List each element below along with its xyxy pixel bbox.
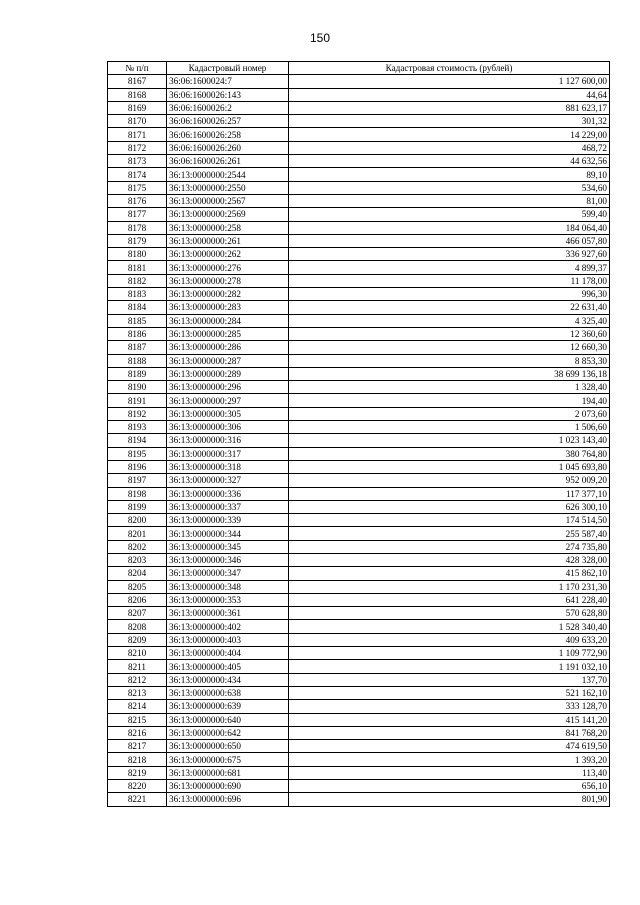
cadastral-value-cell: 656,10 [289, 780, 610, 793]
row-number-cell: 8213 [108, 686, 167, 699]
row-number-cell: 8181 [108, 261, 167, 274]
table-row [108, 128, 610, 141]
cadastral-number-cell: 36:13:0000000:2567 [167, 194, 289, 207]
table-row [108, 633, 610, 646]
header-cadastral-value: Кадастровая стоимость (рублей) [289, 62, 610, 75]
cadastral-value-cell: 599,40 [289, 208, 610, 221]
row-number-cell: 8199 [108, 500, 167, 513]
table-row [108, 553, 610, 566]
cadastral-number-cell: 36:13:0000000:261 [167, 234, 289, 247]
cadastral-value-cell: 1 191 032,10 [289, 660, 610, 673]
cadastral-number-cell: 36:13:0000000:2544 [167, 168, 289, 181]
row-number-cell: 8210 [108, 647, 167, 660]
row-number-cell: 8205 [108, 580, 167, 593]
cadastral-number-cell: 36:13:0000000:284 [167, 314, 289, 327]
row-number-cell: 8183 [108, 288, 167, 301]
row-number-cell: 8169 [108, 101, 167, 114]
table-row [108, 647, 610, 660]
row-number-cell: 8173 [108, 155, 167, 168]
cadastral-number-cell: 36:06:1600026:260 [167, 141, 289, 154]
row-number-cell: 8174 [108, 168, 167, 181]
cadastral-number-cell: 36:13:0000000:346 [167, 553, 289, 566]
table-body [108, 75, 610, 806]
row-number-cell: 8191 [108, 394, 167, 407]
cadastral-number-cell: 36:13:0000000:318 [167, 460, 289, 473]
table-row [108, 686, 610, 699]
cadastral-table [107, 61, 610, 807]
row-number-cell: 8180 [108, 248, 167, 261]
table-row [108, 713, 610, 726]
table-row [108, 115, 610, 128]
table-row [108, 208, 610, 221]
cadastral-number-cell: 36:13:0000000:681 [167, 766, 289, 779]
cadastral-number-cell: 36:13:0000000:696 [167, 793, 289, 806]
cadastral-number-cell: 36:06:1600026:261 [167, 155, 289, 168]
cadastral-number-cell: 36:13:0000000:337 [167, 500, 289, 513]
row-number-cell: 8211 [108, 660, 167, 673]
cadastral-number-cell: 36:13:0000000:690 [167, 780, 289, 793]
cadastral-number-cell: 36:13:0000000:638 [167, 686, 289, 699]
cadastral-number-cell: 36:13:0000000:305 [167, 407, 289, 420]
table-row [108, 141, 610, 154]
table-row [108, 766, 610, 779]
cadastral-number-cell: 36:06:1600026:143 [167, 88, 289, 101]
cadastral-value-cell: 415 862,10 [289, 567, 610, 580]
table-row [108, 700, 610, 713]
cadastral-number-cell: 36:13:0000000:675 [167, 753, 289, 766]
table-row [108, 168, 610, 181]
cadastral-number-cell: 36:13:0000000:286 [167, 341, 289, 354]
cadastral-value-cell: 380 764,80 [289, 447, 610, 460]
cadastral-number-cell: 36:06:1600026:258 [167, 128, 289, 141]
cadastral-value-cell: 4 899,37 [289, 261, 610, 274]
row-number-cell: 8212 [108, 673, 167, 686]
cadastral-value-cell: 184 064,40 [289, 221, 610, 234]
cadastral-number-cell: 36:13:0000000:403 [167, 633, 289, 646]
cadastral-number-cell: 36:13:0000000:347 [167, 567, 289, 580]
cadastral-value-cell: 952 009,20 [289, 474, 610, 487]
cadastral-value-cell: 1 170 231,30 [289, 580, 610, 593]
table-row [108, 155, 610, 168]
cadastral-number-cell: 36:13:0000000:639 [167, 700, 289, 713]
table-row [108, 301, 610, 314]
table-row [108, 234, 610, 247]
cadastral-number-cell: 36:06:1600026:257 [167, 115, 289, 128]
cadastral-value-cell: 801,90 [289, 793, 610, 806]
cadastral-number-cell: 36:13:0000000:287 [167, 354, 289, 367]
cadastral-number-cell: 36:13:0000000:2569 [167, 208, 289, 221]
table-row [108, 527, 610, 540]
row-number-cell: 8203 [108, 553, 167, 566]
cadastral-value-cell: 1 506,60 [289, 421, 610, 434]
cadastral-number-cell: 36:13:0000000:2550 [167, 181, 289, 194]
table-row [108, 673, 610, 686]
table-row [108, 181, 610, 194]
cadastral-value-cell: 12 660,30 [289, 341, 610, 354]
table-row [108, 314, 610, 327]
row-number-cell: 8177 [108, 208, 167, 221]
table-row [108, 101, 610, 114]
row-number-cell: 8217 [108, 740, 167, 753]
cadastral-value-cell: 44,64 [289, 88, 610, 101]
cadastral-number-cell: 36:13:0000000:650 [167, 740, 289, 753]
cadastral-value-cell: 466 057,80 [289, 234, 610, 247]
cadastral-number-cell: 36:13:0000000:361 [167, 607, 289, 620]
cadastral-value-cell: 428 328,00 [289, 553, 610, 566]
table-row [108, 487, 610, 500]
cadastral-number-cell: 36:13:0000000:353 [167, 593, 289, 606]
cadastral-value-cell: 14 229,00 [289, 128, 610, 141]
table-row [108, 434, 610, 447]
cadastral-number-cell: 36:13:0000000:404 [167, 647, 289, 660]
table-row [108, 407, 610, 420]
table-row [108, 274, 610, 287]
table-row [108, 580, 610, 593]
table-row [108, 474, 610, 487]
cadastral-value-cell: 38 699 136,18 [289, 367, 610, 380]
cadastral-number-cell: 36:13:0000000:282 [167, 288, 289, 301]
table-row [108, 593, 610, 606]
cadastral-number-cell: 36:06:1600026:2 [167, 101, 289, 114]
cadastral-value-cell: 4 325,40 [289, 314, 610, 327]
row-number-cell: 8192 [108, 407, 167, 420]
table-row [108, 726, 610, 739]
cadastral-value-cell: 174 514,50 [289, 514, 610, 527]
row-number-cell: 8198 [108, 487, 167, 500]
row-number-cell: 8178 [108, 221, 167, 234]
row-number-cell: 8219 [108, 766, 167, 779]
table-row [108, 793, 610, 806]
row-number-cell: 8171 [108, 128, 167, 141]
cadastral-value-cell: 89,10 [289, 168, 610, 181]
table-row [108, 394, 610, 407]
cadastral-value-cell: 8 853,30 [289, 354, 610, 367]
table-row [108, 620, 610, 633]
row-number-cell: 8187 [108, 341, 167, 354]
row-number-cell: 8201 [108, 527, 167, 540]
row-number-cell: 8168 [108, 88, 167, 101]
table-row [108, 248, 610, 261]
table-row [108, 447, 610, 460]
row-number-cell: 8216 [108, 726, 167, 739]
row-number-cell: 8196 [108, 460, 167, 473]
header-cadastral-number: Кадастровый номер [167, 62, 289, 75]
table-row [108, 607, 610, 620]
table-row [108, 540, 610, 553]
cadastral-value-cell: 22 631,40 [289, 301, 610, 314]
table-row [108, 753, 610, 766]
row-number-cell: 8186 [108, 327, 167, 340]
row-number-cell: 8204 [108, 567, 167, 580]
table-row [108, 500, 610, 513]
row-number-cell: 8194 [108, 434, 167, 447]
table-row [108, 780, 610, 793]
cadastral-value-cell: 44 632,56 [289, 155, 610, 168]
table-row [108, 261, 610, 274]
cadastral-number-cell: 36:13:0000000:285 [167, 327, 289, 340]
row-number-cell: 8207 [108, 607, 167, 620]
cadastral-number-cell: 36:13:0000000:278 [167, 274, 289, 287]
row-number-cell: 8172 [108, 141, 167, 154]
row-number-cell: 8167 [108, 75, 167, 88]
cadastral-value-cell: 570 628,80 [289, 607, 610, 620]
row-number-cell: 8214 [108, 700, 167, 713]
cadastral-value-cell: 1 328,40 [289, 381, 610, 394]
cadastral-number-cell: 36:13:0000000:317 [167, 447, 289, 460]
table-row [108, 88, 610, 101]
row-number-cell: 8188 [108, 354, 167, 367]
cadastral-value-cell: 881 623,17 [289, 101, 610, 114]
table-row [108, 660, 610, 673]
row-number-cell: 8176 [108, 194, 167, 207]
table-row [108, 381, 610, 394]
row-number-cell: 8208 [108, 620, 167, 633]
row-number-cell: 8215 [108, 713, 167, 726]
table-row [108, 567, 610, 580]
row-number-cell: 8179 [108, 234, 167, 247]
table-row [108, 740, 610, 753]
cadastral-number-cell: 36:13:0000000:262 [167, 248, 289, 261]
page-number: 150 [309, 31, 331, 45]
table-header-row [108, 62, 610, 75]
cadastral-value-cell: 474 619,50 [289, 740, 610, 753]
row-number-cell: 8218 [108, 753, 167, 766]
row-number-cell: 8190 [108, 381, 167, 394]
cadastral-value-cell: 301,32 [289, 115, 610, 128]
table-row [108, 421, 610, 434]
row-number-cell: 8193 [108, 421, 167, 434]
table-row [108, 327, 610, 340]
cadastral-value-cell: 12 360,60 [289, 327, 610, 340]
row-number-cell: 8221 [108, 793, 167, 806]
cadastral-number-cell: 36:13:0000000:642 [167, 726, 289, 739]
row-number-cell: 8220 [108, 780, 167, 793]
cadastral-value-cell: 81,00 [289, 194, 610, 207]
cadastral-number-cell: 36:13:0000000:297 [167, 394, 289, 407]
cadastral-value-cell: 996,30 [289, 288, 610, 301]
row-number-cell: 8209 [108, 633, 167, 646]
row-number-cell: 8182 [108, 274, 167, 287]
cadastral-value-cell: 113,40 [289, 766, 610, 779]
table-row [108, 221, 610, 234]
table-row [108, 460, 610, 473]
cadastral-number-cell: 36:06:1600024:7 [167, 75, 289, 88]
cadastral-value-cell: 2 073,60 [289, 407, 610, 420]
row-number-cell: 8170 [108, 115, 167, 128]
row-number-cell: 8206 [108, 593, 167, 606]
cadastral-value-cell: 409 633,20 [289, 633, 610, 646]
cadastral-number-cell: 36:13:0000000:283 [167, 301, 289, 314]
cadastral-value-cell: 1 393,20 [289, 753, 610, 766]
header-row-number: № п/п [108, 62, 167, 75]
cadastral-number-cell: 36:13:0000000:405 [167, 660, 289, 673]
cadastral-value-cell: 274 735,80 [289, 540, 610, 553]
cadastral-number-cell: 36:13:0000000:402 [167, 620, 289, 633]
row-number-cell: 8184 [108, 301, 167, 314]
cadastral-number-cell: 36:13:0000000:289 [167, 367, 289, 380]
row-number-cell: 8189 [108, 367, 167, 380]
cadastral-value-cell: 11 178,00 [289, 274, 610, 287]
cadastral-value-cell: 468,72 [289, 141, 610, 154]
cadastral-value-cell: 117 377,10 [289, 487, 610, 500]
cadastral-number-cell: 36:13:0000000:306 [167, 421, 289, 434]
cadastral-number-cell: 36:13:0000000:327 [167, 474, 289, 487]
cadastral-number-cell: 36:13:0000000:296 [167, 381, 289, 394]
row-number-cell: 8202 [108, 540, 167, 553]
cadastral-number-cell: 36:13:0000000:316 [167, 434, 289, 447]
cadastral-number-cell: 36:13:0000000:344 [167, 527, 289, 540]
table-row [108, 75, 610, 88]
cadastral-value-cell: 1 045 693,80 [289, 460, 610, 473]
cadastral-number-cell: 36:13:0000000:258 [167, 221, 289, 234]
table-row [108, 288, 610, 301]
cadastral-value-cell: 521 162,10 [289, 686, 610, 699]
cadastral-number-cell: 36:13:0000000:336 [167, 487, 289, 500]
row-number-cell: 8175 [108, 181, 167, 194]
cadastral-value-cell: 534,60 [289, 181, 610, 194]
cadastral-value-cell: 255 587,40 [289, 527, 610, 540]
cadastral-number-cell: 36:13:0000000:276 [167, 261, 289, 274]
table-row [108, 514, 610, 527]
table-row [108, 194, 610, 207]
row-number-cell: 8197 [108, 474, 167, 487]
cadastral-value-cell: 333 128,70 [289, 700, 610, 713]
cadastral-number-cell: 36:13:0000000:640 [167, 713, 289, 726]
row-number-cell: 8200 [108, 514, 167, 527]
cadastral-value-cell: 194,40 [289, 394, 610, 407]
table-row [108, 367, 610, 380]
cadastral-value-cell: 1 109 772,90 [289, 647, 610, 660]
cadastral-number-cell: 36:13:0000000:345 [167, 540, 289, 553]
cadastral-number-cell: 36:13:0000000:434 [167, 673, 289, 686]
cadastral-value-cell: 641 228,40 [289, 593, 610, 606]
cadastral-value-cell: 626 300,10 [289, 500, 610, 513]
cadastral-value-cell: 415 141,20 [289, 713, 610, 726]
row-number-cell: 8185 [108, 314, 167, 327]
table-row [108, 354, 610, 367]
cadastral-value-cell: 336 927,60 [289, 248, 610, 261]
cadastral-number-cell: 36:13:0000000:339 [167, 514, 289, 527]
cadastral-number-cell: 36:13:0000000:348 [167, 580, 289, 593]
row-number-cell: 8195 [108, 447, 167, 460]
cadastral-value-cell: 1 127 600,00 [289, 75, 610, 88]
cadastral-value-cell: 841 768,20 [289, 726, 610, 739]
table-row [108, 341, 610, 354]
cadastral-value-cell: 1 023 143,40 [289, 434, 610, 447]
cadastral-value-cell: 137,70 [289, 673, 610, 686]
cadastral-value-cell: 1 528 340,40 [289, 620, 610, 633]
